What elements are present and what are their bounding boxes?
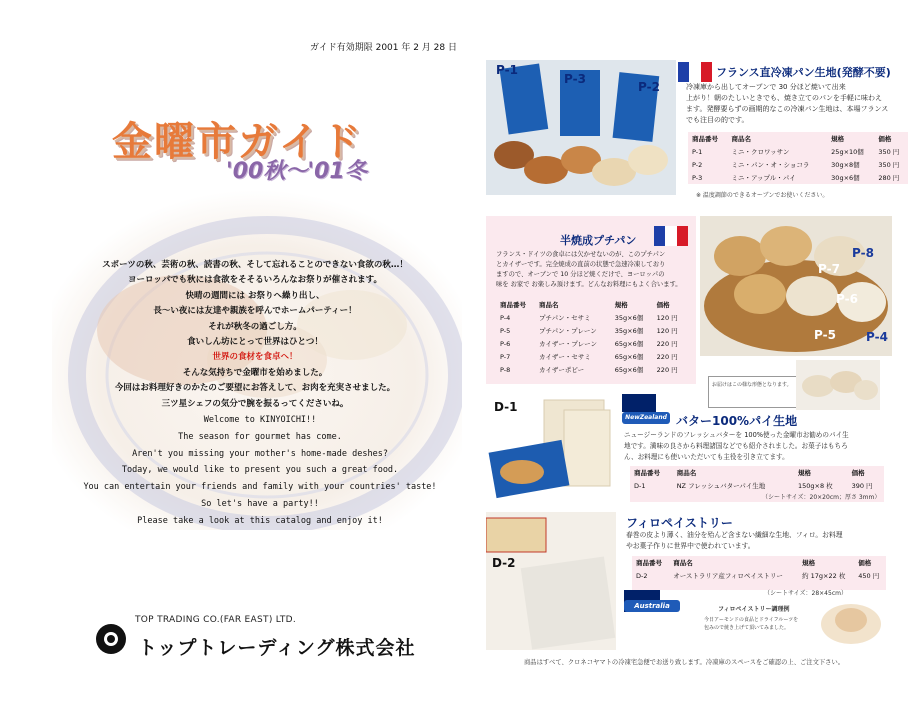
table-row bbox=[496, 350, 686, 363]
cell: P-3 bbox=[692, 173, 703, 182]
intro-line: それが秋冬の過ごし方。 bbox=[208, 321, 302, 332]
cell: 30g×6個 bbox=[831, 174, 860, 182]
photo-label: P-2 bbox=[638, 80, 660, 94]
delivery-note-box bbox=[708, 376, 800, 408]
cell: 35g×6個 bbox=[614, 327, 644, 335]
cell: P-4 bbox=[500, 313, 511, 322]
col-header: 商品名 bbox=[539, 301, 559, 309]
cell: 35g×6個 bbox=[614, 314, 644, 322]
intro-line: 今回はお料理好きのかたのご要望にお答えして、お肉を充実させました。 bbox=[114, 383, 396, 394]
desc-line: 上がり！朝のたしいときでも、焼き立てのパンを手軽に味わえ bbox=[686, 94, 882, 102]
cell: ミニ・アップル・パイ bbox=[731, 174, 796, 182]
france-flag-icon bbox=[678, 62, 712, 82]
cell: カイザー・プレーン bbox=[539, 340, 597, 348]
cell: 65g×6個 bbox=[614, 353, 644, 361]
section-desc-petit-pain bbox=[496, 250, 692, 290]
cell: 220 円 bbox=[656, 340, 678, 348]
sheet-size-note: （シートサイズ：20×20cm；厚さ 3mm） bbox=[762, 494, 881, 501]
photo-label: P-6 bbox=[836, 292, 858, 306]
photo-label: P-4 bbox=[866, 330, 888, 344]
intro-line: 快晴の週間には お祭りへ繰り出し、 bbox=[185, 290, 325, 301]
desc-line: 今日アーモンドの食品とドライフルーツを bbox=[704, 617, 799, 623]
photo-label: P-1 bbox=[496, 63, 518, 77]
desc-line: 地です。満味の良さから料理諸国などでも紹介されました。お菓子はもちろ bbox=[624, 442, 848, 450]
cell: P-1 bbox=[692, 147, 703, 156]
intro-en-line: So let's have a party!! bbox=[201, 498, 319, 509]
col-header: 商品名 bbox=[673, 559, 693, 567]
col-header: 商品番号 bbox=[692, 135, 718, 143]
col-header: 商品番号 bbox=[636, 559, 662, 567]
table-row bbox=[688, 145, 908, 158]
col-header: 商品番号 bbox=[634, 469, 660, 477]
table-row bbox=[496, 363, 686, 376]
col-header: 規格 bbox=[831, 135, 845, 143]
cell: P-6 bbox=[500, 339, 511, 348]
desc-line: でも注目の的です。 bbox=[686, 116, 749, 124]
cell: 280 円 bbox=[878, 174, 900, 182]
cell: 25g×10個 bbox=[831, 148, 864, 156]
desc-line: 味を お家で お楽しみ頂けます。どんなお料理にもよく合います。 bbox=[496, 281, 682, 288]
company-name-japanese: トップトレーディング株式会社 bbox=[138, 637, 416, 659]
desc-line: ますので、オーブンで 10 分ほど焼くだけで、ヨーロッパの bbox=[496, 271, 665, 278]
australia-badge: Australia bbox=[624, 600, 680, 612]
france-flag-icon bbox=[654, 226, 688, 246]
table-row bbox=[688, 171, 908, 184]
price-table-filo bbox=[632, 556, 886, 590]
section-desc-pie-dough bbox=[624, 430, 916, 463]
guide-title: 金曜市ガイド bbox=[112, 119, 363, 165]
cell: プチパン・セサミ bbox=[539, 314, 591, 322]
intro-highlight-line: 世界の食材を食卓へ！ bbox=[212, 352, 298, 363]
filo-example-photo bbox=[816, 592, 886, 648]
cell: 120 円 bbox=[656, 314, 678, 322]
desc-line: 冷凍庫から出してオーブンで 30 分ほど焼いて出来 bbox=[686, 83, 846, 91]
petit-pain-basket-photo bbox=[700, 216, 892, 356]
intro-en-line: Please take a look at this catalog and enjoy it! bbox=[137, 515, 383, 526]
cell: P-8 bbox=[500, 365, 511, 374]
photo-label: P-8 bbox=[852, 246, 874, 260]
cell: 350 円 bbox=[878, 161, 900, 169]
section-title-filo: フィロペイストリー bbox=[626, 516, 733, 530]
cell: 65g×6個 bbox=[614, 340, 644, 348]
cell: 30g×8個 bbox=[831, 161, 860, 169]
new-zealand-badge: NewZealand bbox=[622, 412, 670, 424]
cell: 120 円 bbox=[656, 327, 678, 335]
col-header: 規格 bbox=[614, 301, 628, 309]
desc-line: フランス・ドイツの食卓には欠かせないのが、このプチパン bbox=[496, 251, 666, 258]
desc-line: 包みので焼き上げて頂いてみました。 bbox=[704, 625, 790, 631]
cell: 220 円 bbox=[656, 366, 678, 374]
price-table-petit-pain bbox=[496, 298, 686, 376]
cell: P-7 bbox=[500, 352, 511, 361]
intro-en-line: Today, we would like to present you such a great food. bbox=[121, 465, 399, 476]
section-title-frozen-dough: フランス直冷凍パン生地(発酵不要) bbox=[716, 66, 891, 79]
cell: ミニ・クロワッサン bbox=[731, 148, 790, 156]
oven-note: ※ 温度調節のできるオーブンでお使いください。 bbox=[696, 192, 829, 199]
intro-line: 食いしん坊にとって世界はひとつ！ bbox=[187, 337, 323, 348]
photo-label: P-5 bbox=[814, 328, 836, 342]
packaged-bread-photo bbox=[796, 360, 880, 410]
product-label-d2: D-2 bbox=[492, 556, 516, 570]
intro-en-line: You can entertain your friends and family with your countries' taste! bbox=[83, 482, 437, 493]
col-header: 価格 bbox=[878, 135, 892, 143]
section-desc-filo bbox=[626, 530, 916, 552]
cell: 65g×6個 bbox=[614, 366, 644, 374]
product-label-d1: D-1 bbox=[494, 400, 518, 414]
table-row bbox=[496, 324, 686, 337]
price-table-frozen-dough bbox=[688, 132, 908, 184]
table-row bbox=[496, 337, 686, 350]
cell: カイザーポピー bbox=[539, 366, 585, 374]
company-logo-icon-core bbox=[107, 635, 115, 643]
guide-subtitle: '00秋～'01冬 bbox=[226, 159, 367, 184]
cell: NZ フレッシュバターパイ生地 bbox=[676, 482, 766, 490]
cell: 150g×8 枚 bbox=[797, 482, 833, 490]
col-header: 規格 bbox=[802, 559, 816, 567]
table-row bbox=[632, 569, 886, 582]
intro-line: 長～い夜には友達や親族を呼んでホームパーティー！ bbox=[153, 306, 357, 317]
intro-line: そんな気持ちで金曜市を始めました。 bbox=[182, 367, 328, 378]
intro-japanese bbox=[60, 258, 450, 412]
australia-flag-icon bbox=[622, 394, 656, 412]
validity-date: ガイド有効期限 2001 年 2 月 28 日 bbox=[310, 43, 457, 53]
table-row bbox=[496, 311, 686, 324]
table-row bbox=[688, 158, 908, 171]
col-header: 商品名 bbox=[676, 469, 697, 477]
company-name-english: TOP TRADING CO.(FAR EAST) LTD. bbox=[135, 615, 297, 625]
desc-line: ん、お料理にも使いいただいても主役を引き立てます。 bbox=[624, 453, 789, 461]
cell: カイザー・セサミ bbox=[539, 353, 591, 361]
filo-pastry-photo bbox=[486, 512, 616, 650]
cell: ミニ・パン・オ・ショコラ bbox=[731, 161, 810, 169]
cell: プチパン・プレーン bbox=[539, 327, 597, 335]
cell: P-2 bbox=[692, 160, 703, 169]
cell: 390 円 bbox=[851, 482, 873, 490]
col-header: 商品番号 bbox=[500, 301, 526, 309]
desc-line: 春巻の皮より薄く、油分を殆んど含まない繊細な生地、フィロ。お料理 bbox=[626, 531, 843, 539]
price-table-pie-dough bbox=[630, 466, 884, 502]
cell: 約 17g×22 枚 bbox=[802, 572, 846, 580]
filo-example-desc bbox=[704, 616, 798, 632]
shipping-footer: 商品はすべて、クロネコヤマトの冷凍宅急便でお送り致します。冷凍庫のスペースをご確認の上、ご注文下さい。 bbox=[524, 659, 845, 666]
col-header: 価格 bbox=[656, 301, 670, 309]
intro-line: 三ツ星シェフの気分で腕を振るってくださいね。 bbox=[161, 398, 349, 409]
sheet-size-note: （シートサイズ：28×45cm） bbox=[764, 590, 847, 597]
cell: 350 円 bbox=[878, 148, 900, 156]
filo-example-title: フィロペイストリー調理例 bbox=[718, 606, 790, 613]
col-header: 価格 bbox=[851, 469, 865, 477]
intro-en-line: Aren't you missing your mother's home-made deshes? bbox=[132, 448, 388, 459]
desc-line: やお菓子作りに世界中で使われています。 bbox=[626, 542, 755, 550]
intro-line: ヨーロッパでも秋には食欲をそそるいろんなお祭りが催されます。 bbox=[128, 275, 382, 286]
intro-english bbox=[70, 412, 450, 530]
delivery-note: お届けはこの様な形態となります。 bbox=[712, 382, 792, 388]
cell: D-2 bbox=[636, 571, 648, 580]
cell: 220 円 bbox=[656, 353, 678, 361]
col-header: 価格 bbox=[858, 559, 872, 567]
desc-line: ニュージーランドのフレッシュバターを 100%使った金曜市お勧めのパイ生 bbox=[624, 431, 849, 439]
intro-line: スポーツの秋、芸術の秋、読書の秋、そして忘れることのできない食欲の秋…！ bbox=[102, 260, 408, 270]
photo-label: P-7 bbox=[818, 262, 840, 276]
cell: 450 円 bbox=[858, 572, 880, 580]
section-title-petit-pain: 半焼成プチパン bbox=[560, 234, 637, 247]
intro-en-line: Welcome to KINYOICHI!! bbox=[203, 415, 317, 425]
desc-line: とカイザーです。完全焼成の直前の状態で急速冷凍しており bbox=[496, 261, 666, 268]
cell: P-5 bbox=[500, 326, 511, 335]
intro-en-line: The season for gourmet has come. bbox=[178, 431, 342, 442]
table-row bbox=[630, 479, 884, 492]
cell: オーストラリア産フィロペイストリー bbox=[673, 572, 783, 580]
photo-label: P-3 bbox=[564, 72, 586, 86]
desc-line: ます。発酵要らずの画期的なこの冷凍パン生地は、本場フランス bbox=[686, 105, 889, 113]
section-desc-frozen-dough bbox=[686, 82, 918, 126]
cell: D-1 bbox=[634, 481, 646, 490]
col-header: 規格 bbox=[797, 469, 811, 477]
col-header: 商品名 bbox=[731, 135, 751, 143]
section-title-pie-dough: バター100%パイ生地 bbox=[676, 414, 798, 428]
